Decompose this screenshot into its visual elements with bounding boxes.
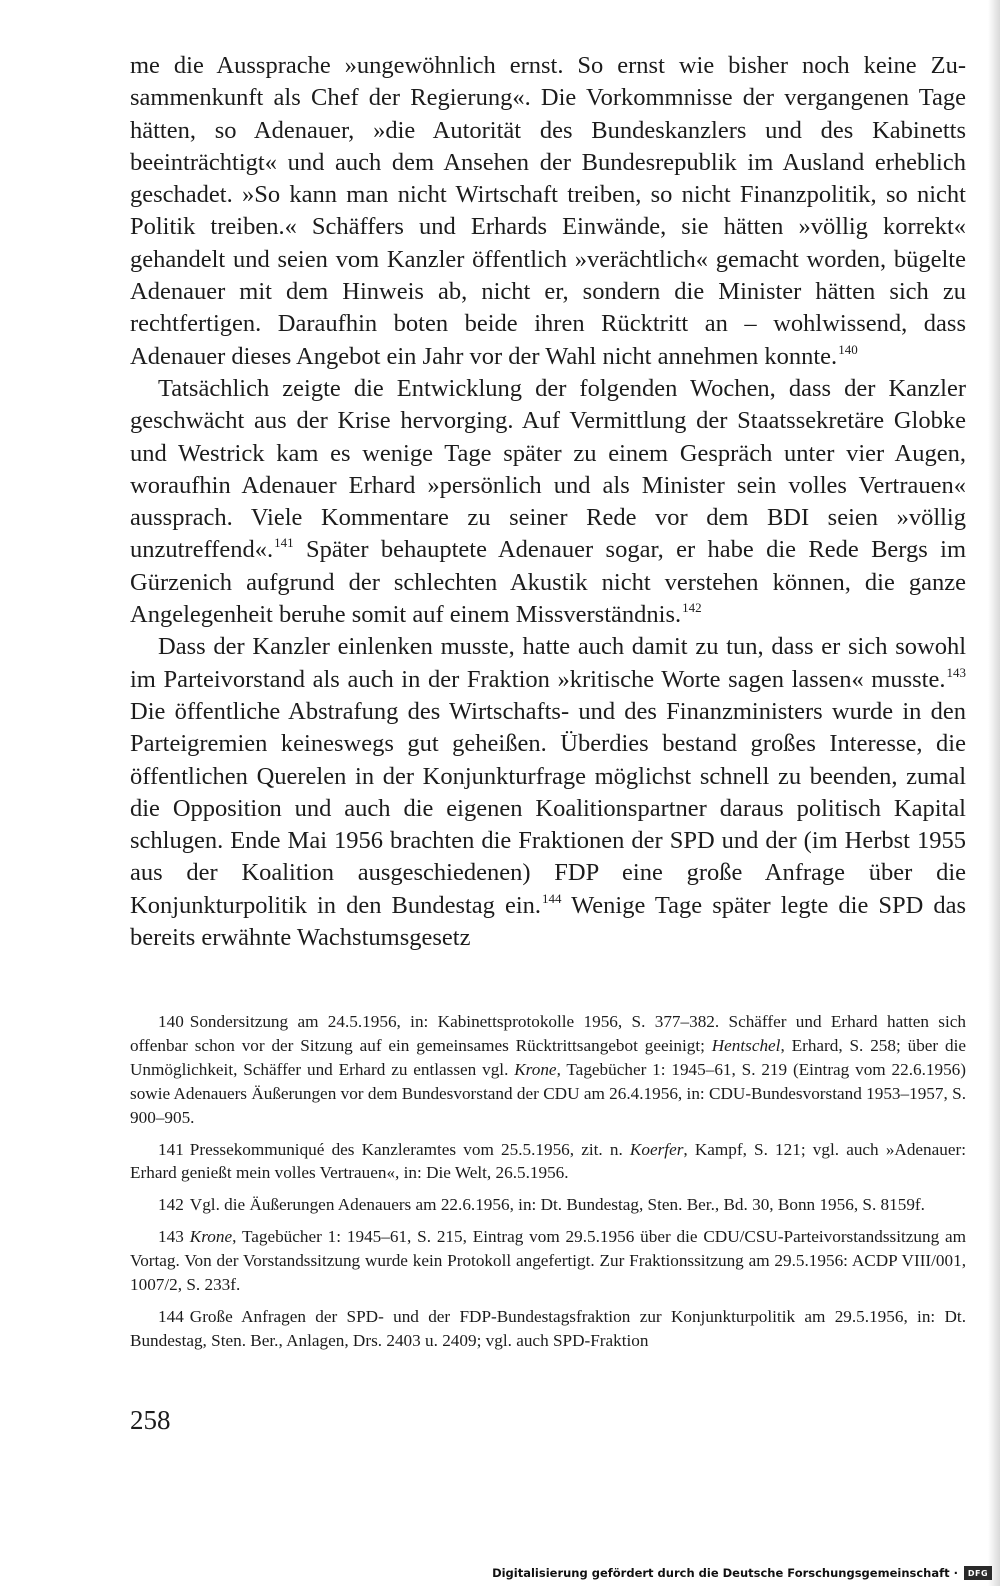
paragraph-text: Wenige Tage später legte die SPD das bereits erwähnte Wachstumsgesetz [130, 891, 966, 952]
footnote [130, 1225, 966, 1297]
digitization-credit-text: Digitalisierung gefördert durch die Deutsche Forschungsgemeinschaft · [492, 1566, 958, 1580]
paragraph-text: Dass der Kanzler einlenken musste, hatte auch damit zu tun, dass er sich sowohl im Parteivorstand als auch in der Fraktion »kritische Worte sagen lassen« musste. [130, 633, 966, 693]
footnote-reference: 144 [542, 890, 562, 906]
footnote-text: , Erhard, S. 258; über die Unmöglichkeit, Schäffer und Erhard zu entlassen vgl. [130, 1035, 966, 1079]
footnote-reference: 142 [682, 600, 702, 616]
paragraph [130, 631, 966, 954]
footnote-number: 140 [158, 1012, 184, 1031]
author-name-italic: Krone [189, 1227, 233, 1247]
paragraph-text: me die Aussprache »ungewöhnlich ernst. So ernst wie bisher noch keine Zusammenkunft als Chef der Regierung«. Die Vorkommnisse der vergangenen Tage hätten, so Adenauer, »die Autorität des Bundeskanzlers und des Kabinetts beeinträchtigt« und auch dem Ansehen der Bundesrepublik im Ausland erheblich geschadet. »So kann man nicht Wirtschaft treiben, so nicht Finanzpolitik, so nicht Politik treiben.« Schäffers und Erhards Einwände, sie hätten »völlig korrekt« gehandelt und seien vom Kanzler öffentlich »verächtlich« gemacht worden, bügelte Adenauer mit dem Hinweis ab, nicht er, sondern die Minister hätten sich zu rechtfertigen. Daraufhin boten beide ihren Rücktritt an – wohlwissend, dass Adenauer dieses Angebot ein Jahr vor der Wahl nicht annehmen konnte. [130, 52, 966, 370]
author-name-italic: Koerfer [629, 1139, 684, 1159]
footnote-reference: 140 [838, 341, 858, 357]
paragraph-text: Tatsächlich zeigte die Entwicklung der folgenden Wochen, dass der Kanzler geschwächt aus der Krise hervorging. Auf Vermittlung der Staatssekretäre Globke und Westrick kam es wenige Tage später zu einem Gespräch unter vier Augen, woraufhin Adenauer Erhard »persönlich und als Minister sein volles Vertrauen« aussprach. Viele Kommentare zu seiner Rede vor dem BDI seien »völlig unzutreffend«. [130, 374, 966, 564]
footnote-text: , Tagebücher 1: 1945–61, S. 215, Eintrag vom 29.5.1956 über die CDU/CSU-Parteivorstandssitzung am Vortag. Von der Vorstandssitzung wurde kein Protokoll angefertigt. Zur Fraktionssitzung am 29.5.1956: ACDP VIII/001, 1007/2, S. 233f. [130, 1227, 966, 1295]
footnote-text: , Kampf, S. 121; vgl. auch »Adenauer: Erhard genießt mein volles Vertrauen«, in: Die Welt, 26.5.1956. [130, 1139, 966, 1183]
author-name-italic: Hentschel [711, 1035, 781, 1055]
page-edge-shadow [988, 0, 1000, 1586]
footnote-reference: 143 [946, 664, 966, 680]
footnote [130, 1010, 966, 1130]
footnote [130, 1305, 966, 1353]
footnote-text: , Tagebücher 1: 1945–61, S. 219 (Eintrag vom 22.6.1956) sowie Adenauers Äußerungen vor dem Bundesvorstand der CDU am 26.4.1956, in: CDU-Bundesvorstand 1953–1957, S. 900–905. [130, 1059, 966, 1127]
paragraph-text: Die öffentliche Abstrafung des Wirtschafts- und des Finanzministers wurde in den Parteigremien keineswegs gut geheißen. Überdies bestand großes Interesse, die öffentlichen Querelen in der Konjunkturfrage möglichst schnell zu beenden, zumal die Opposition und auch die eigenen Koalitionspartner daraus politisch Kapital schlugen. Ende Mai 1956 brachten die Fraktionen der SPD und der (im Herbst 1955 aus der Koalition ausgeschiedenen) FDP eine große Anfrage über die Konjunkturpolitik in den Bundestag ein. [130, 697, 966, 919]
footnote-number: 141 [158, 1139, 184, 1159]
footnote-number: 143 [158, 1227, 184, 1247]
footnote [130, 1138, 966, 1186]
author-name-italic: Krone [514, 1059, 557, 1079]
page-number: 258 [130, 1405, 171, 1435]
footnotes-section [130, 1010, 966, 1353]
main-text [130, 50, 966, 954]
footnote-number: 144 [158, 1306, 184, 1326]
digitization-credit [492, 1566, 992, 1580]
footnote-reference: 141 [274, 535, 294, 551]
footnote-text: Große Anfragen der SPD- und der FDP-Bundestagsfraktion zur Konjunkturpolitik am 29.5.1956, in: Dt. Bundestag, Sten. Ber., Anlagen, Drs. 2403 u. 2409; vgl. auch SPD-Fraktion [130, 1306, 966, 1350]
dfg-logo: DFG [964, 1566, 992, 1580]
footnote [130, 1193, 966, 1217]
footnote-text: Sondersitzung am 24.5.1956, in: Kabinettsprotokolle 1956, S. 377–382. Schäffer und Erhard hatten sich offenbar schon vor der Sitzung auf ein gemeinsames Rücktrittsangebot geeinigt; [130, 1012, 966, 1055]
footnote-text: Vgl. die Äußerungen Adenauers am 22.6.1956, in: Dt. Bundestag, Sten. Ber., Bd. 30, Bonn 1956, S. 8159f. [189, 1195, 925, 1215]
paragraph [130, 373, 966, 631]
paragraph [130, 50, 966, 373]
footnote-text: Pressekommuniqué des Kanzleramtes vom 25.5.1956, zit. n. [189, 1139, 630, 1159]
footnote-number: 142 [158, 1195, 184, 1215]
paragraph-text: Später behauptete Adenauer sogar, er habe die Rede Bergs im Gürzenich aufgrund der schlechten Akustik nicht verstehen können, die ganze Angelegenheit beruhe somit auf einem Missverständnis. [130, 536, 966, 629]
